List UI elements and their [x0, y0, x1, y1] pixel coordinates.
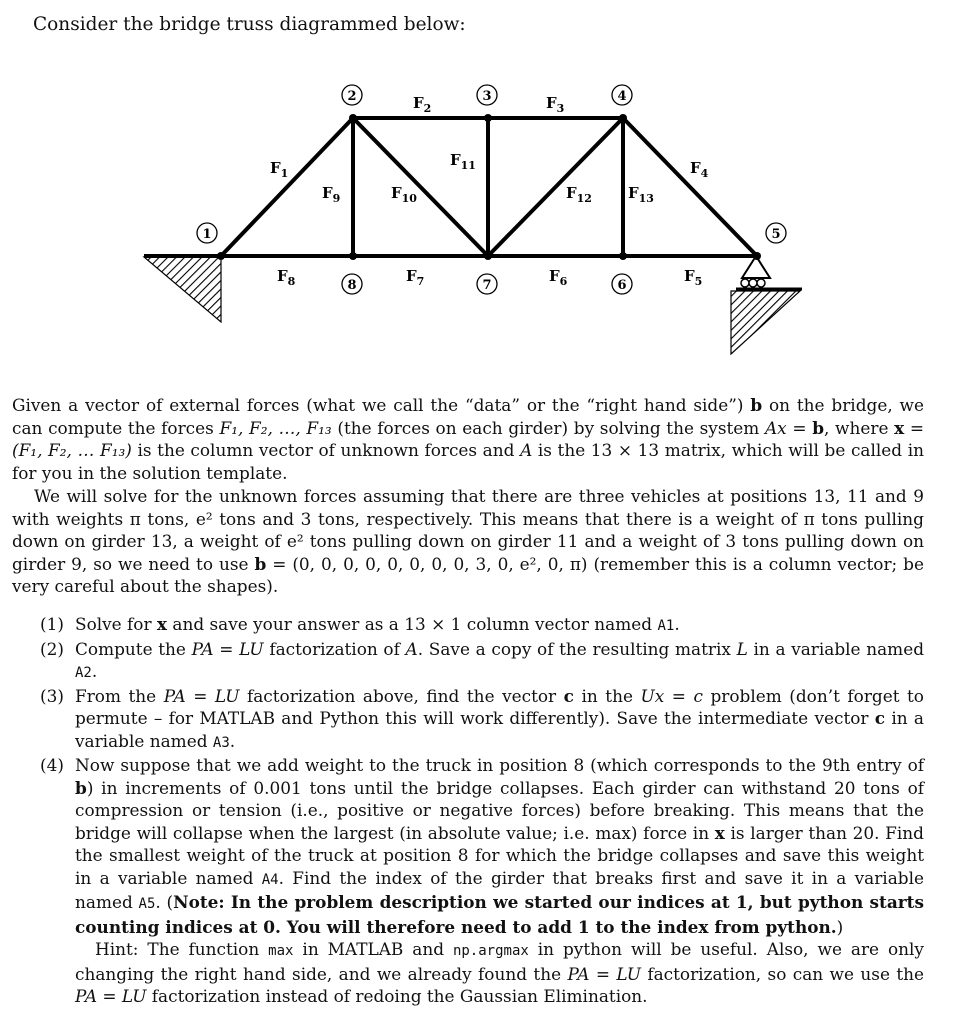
- task-list: [40, 613, 924, 1008]
- node-label-3: [477, 85, 497, 105]
- roller: [741, 279, 749, 287]
- node-label-5: [766, 223, 786, 243]
- right-support: [731, 256, 802, 354]
- svg-text:6: 6: [617, 278, 627, 293]
- force-label-f2: $F_2$: [413, 94, 432, 115]
- force-label-f3: $F_3$: [546, 94, 565, 115]
- task-item-4: (4) Now suppose that we add weight to the truck in position 8 (which corresponds to the 9th entry of b) in increments of 0.001 tons until the bridge collapses. Each girder can withstand 20 tons of compression or tension (i.e., positive or negative forces) before breaking. This means that the bridge will collapse when the largest (in absolute value; i.e. max) force in x is larger than 20. Find the smallest weight of the truck at position 8 for which the bridge collapses and save this weight in a variable named A4. Find the index of the girder that breaks first and save it in a variable named A5. (Note: In the problem description we started our indices at 1, but python starts counting indices at 0. You will therefore need to add 1 to the index from python.) Hint: The function max in MATLAB and np.argmax in python will be useful. Also, we are only changing the right hand side, and we already found the PA = LU factorization, so can we use the PA = LU factorization instead of redoing the Gaussian Elimination.: [40, 755, 925, 1006]
- force-label-f11: $F_{11}$: [450, 151, 476, 172]
- force-label-f8: $F_8$: [277, 267, 296, 288]
- force-label-f13: $F_{13}$: [628, 184, 654, 205]
- member-f4: [623, 118, 757, 256]
- task-item-2: (2) Compute the PA = LU factorization of A. Save a copy of the resulting matrix L in a variable named A2.: [40, 638, 925, 681]
- force-label-f9: $F_9$: [322, 184, 341, 205]
- force-label-f5: $F_5$: [684, 267, 703, 288]
- member-f12: [488, 118, 623, 256]
- node-label-2: [342, 85, 362, 105]
- intro-text: Consider the bridge truss diagrammed below:: [33, 14, 466, 35]
- roller: [757, 279, 765, 287]
- member-f10: [353, 118, 488, 256]
- force-label-f1: $F_1$: [270, 159, 289, 180]
- node-label-7: [477, 274, 497, 294]
- paragraph-vehicles: We will solve for the unknown forces assuming that there are three vehicles at positions 13, 11 and 9 with weights π tons, e² tons and 3 tons, respectively. This means that there is a weight of π tons pulling down on girder 13, a weight of e² tons pulling down on girder 11 and a weight of 3 tons pulling down on girder 9, so we need to use b = (0, 0, 0, 0, 0, 0, 0, 0, 3, 0, e², 0, π) (remember this is a column vector; be very careful about the shapes).: [12, 486, 924, 596]
- force-label-f12: $F_{12}$: [566, 184, 592, 205]
- node-label-8: [342, 274, 362, 294]
- node-label-4: [612, 85, 632, 105]
- hint-paragraph: Hint: The function max in MATLAB and np.argmax in python will be useful. Also, we are only changing the right hand side, and we already found the PA = LU factorization, so can we use the PA = LU factorization instead of redoing the Gaussian Elimination.: [75, 939, 925, 1006]
- svg-text:1: 1: [202, 227, 212, 242]
- svg-text:4: 4: [617, 89, 627, 104]
- svg-text:3: 3: [482, 89, 492, 104]
- left-support: [144, 256, 222, 322]
- svg-text:8: 8: [347, 278, 357, 293]
- svg-text:7: 7: [482, 278, 492, 293]
- task-item-1: (1) Solve for x and save your answer as a 13 × 1 column vector named A1.: [40, 614, 680, 634]
- task-item-3: (3) From the PA = LU factorization above, find the vector c in the Ux = c problem (don’t forget to permute – for MATLAB and Python this will work differently). Save the intermediate vector c in a variable named A3.: [40, 685, 924, 751]
- roller: [749, 279, 757, 287]
- member-f1: [221, 118, 353, 256]
- bridge-truss-diagram: [0, 0, 962, 380]
- svg-text:2: 2: [347, 89, 357, 104]
- force-label-f7: $F_7$: [406, 267, 425, 288]
- svg-text:5: 5: [771, 227, 781, 242]
- truss-members: [221, 118, 757, 256]
- paragraph-system: Given a vector of external forces (what we call the “data” or the “right hand side”) b on the bridge, we can compute the forces F₁, F₂, …, F₁₃ (the forces on each girder) by solving the system Ax = b, where x = (F₁, F₂, … F₁₃) is the column vector of unknown forces and A is the 13 × 13 matrix, which will be called in for you in the solution template.: [12, 395, 925, 483]
- node-label-6: [612, 274, 632, 294]
- force-label-f6: $F_6$: [549, 267, 568, 288]
- force-label-f10: $F_{10}$: [391, 184, 417, 205]
- node-label-1: [197, 223, 217, 243]
- force-label-f4: $F_4$: [690, 159, 709, 180]
